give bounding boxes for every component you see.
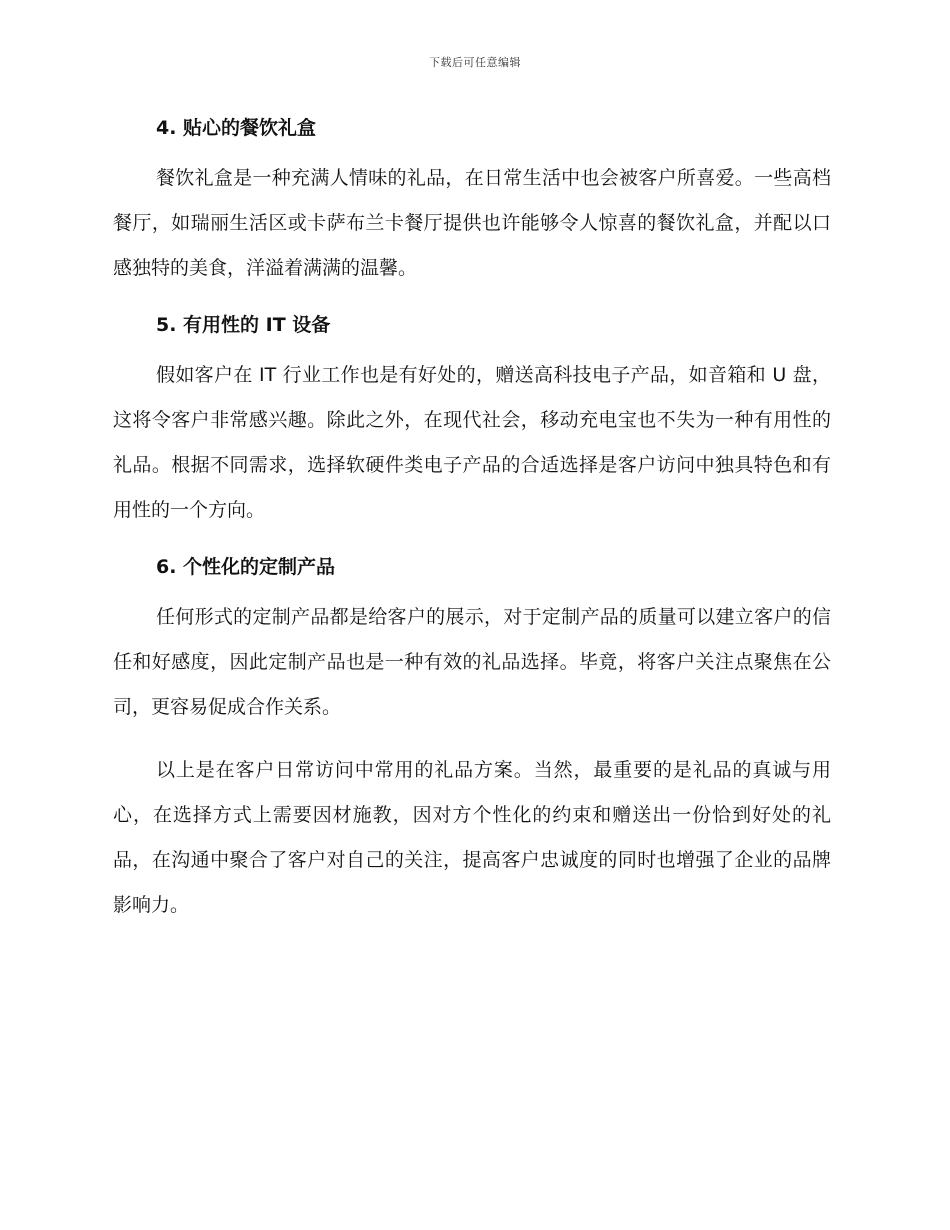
section-heading: 5. 有用性的 IT 设备 bbox=[156, 314, 331, 336]
page-header: 下载后可任意编辑 bbox=[429, 56, 521, 69]
document-body bbox=[113, 112, 831, 928]
section-paragraph: 假如客户在 IT 行业工作也是有好处的，赠送高科技电子产品，如音箱和 U 盘，这将令客户非常感兴趣。除此之外，在现代社会，移动充电宝也不失为一种有用性的礼品。根据不同需求，选择软硬件类电子产品的合适选择是客户访问中独具特色和有用性的一个方向。 bbox=[113, 364, 831, 521]
section-it-equipment bbox=[113, 309, 831, 533]
section-heading: 4. 贴心的餐饮礼盒 bbox=[156, 117, 317, 139]
conclusion-paragraph: 以上是在客户日常访问中常用的礼品方案。当然，最重要的是礼品的真诚与用心，在选择方式上需要因材施教，因对方个性化的约束和赠送出一份恰到好处的礼品，在沟通中聚合了客户对自己的关注，提高客户忠诚度的同时也增强了企业的品牌影响力。 bbox=[113, 759, 831, 916]
section-heading: 6. 个性化的定制产品 bbox=[156, 556, 336, 578]
section-paragraph: 任何形式的定制产品都是给客户的展示，对于定制产品的质量可以建立客户的信任和好感度，因此定制产品也是一种有效的礼品选择。毕竟，将客户关注点聚焦在公司，更容易促成合作关系。 bbox=[113, 606, 831, 718]
section-catering-gift-box bbox=[113, 112, 831, 291]
section-paragraph: 餐饮礼盒是一种充满人情味的礼品，在日常生活中也会被客户所喜爱。一些高档餐厅，如瑞丽生活区或卡萨布兰卡餐厅提供也许能够令人惊喜的餐饮礼盒，并配以口感独特的美食，洋溢着满满的温馨。 bbox=[113, 167, 831, 279]
section-custom-products bbox=[113, 551, 831, 730]
